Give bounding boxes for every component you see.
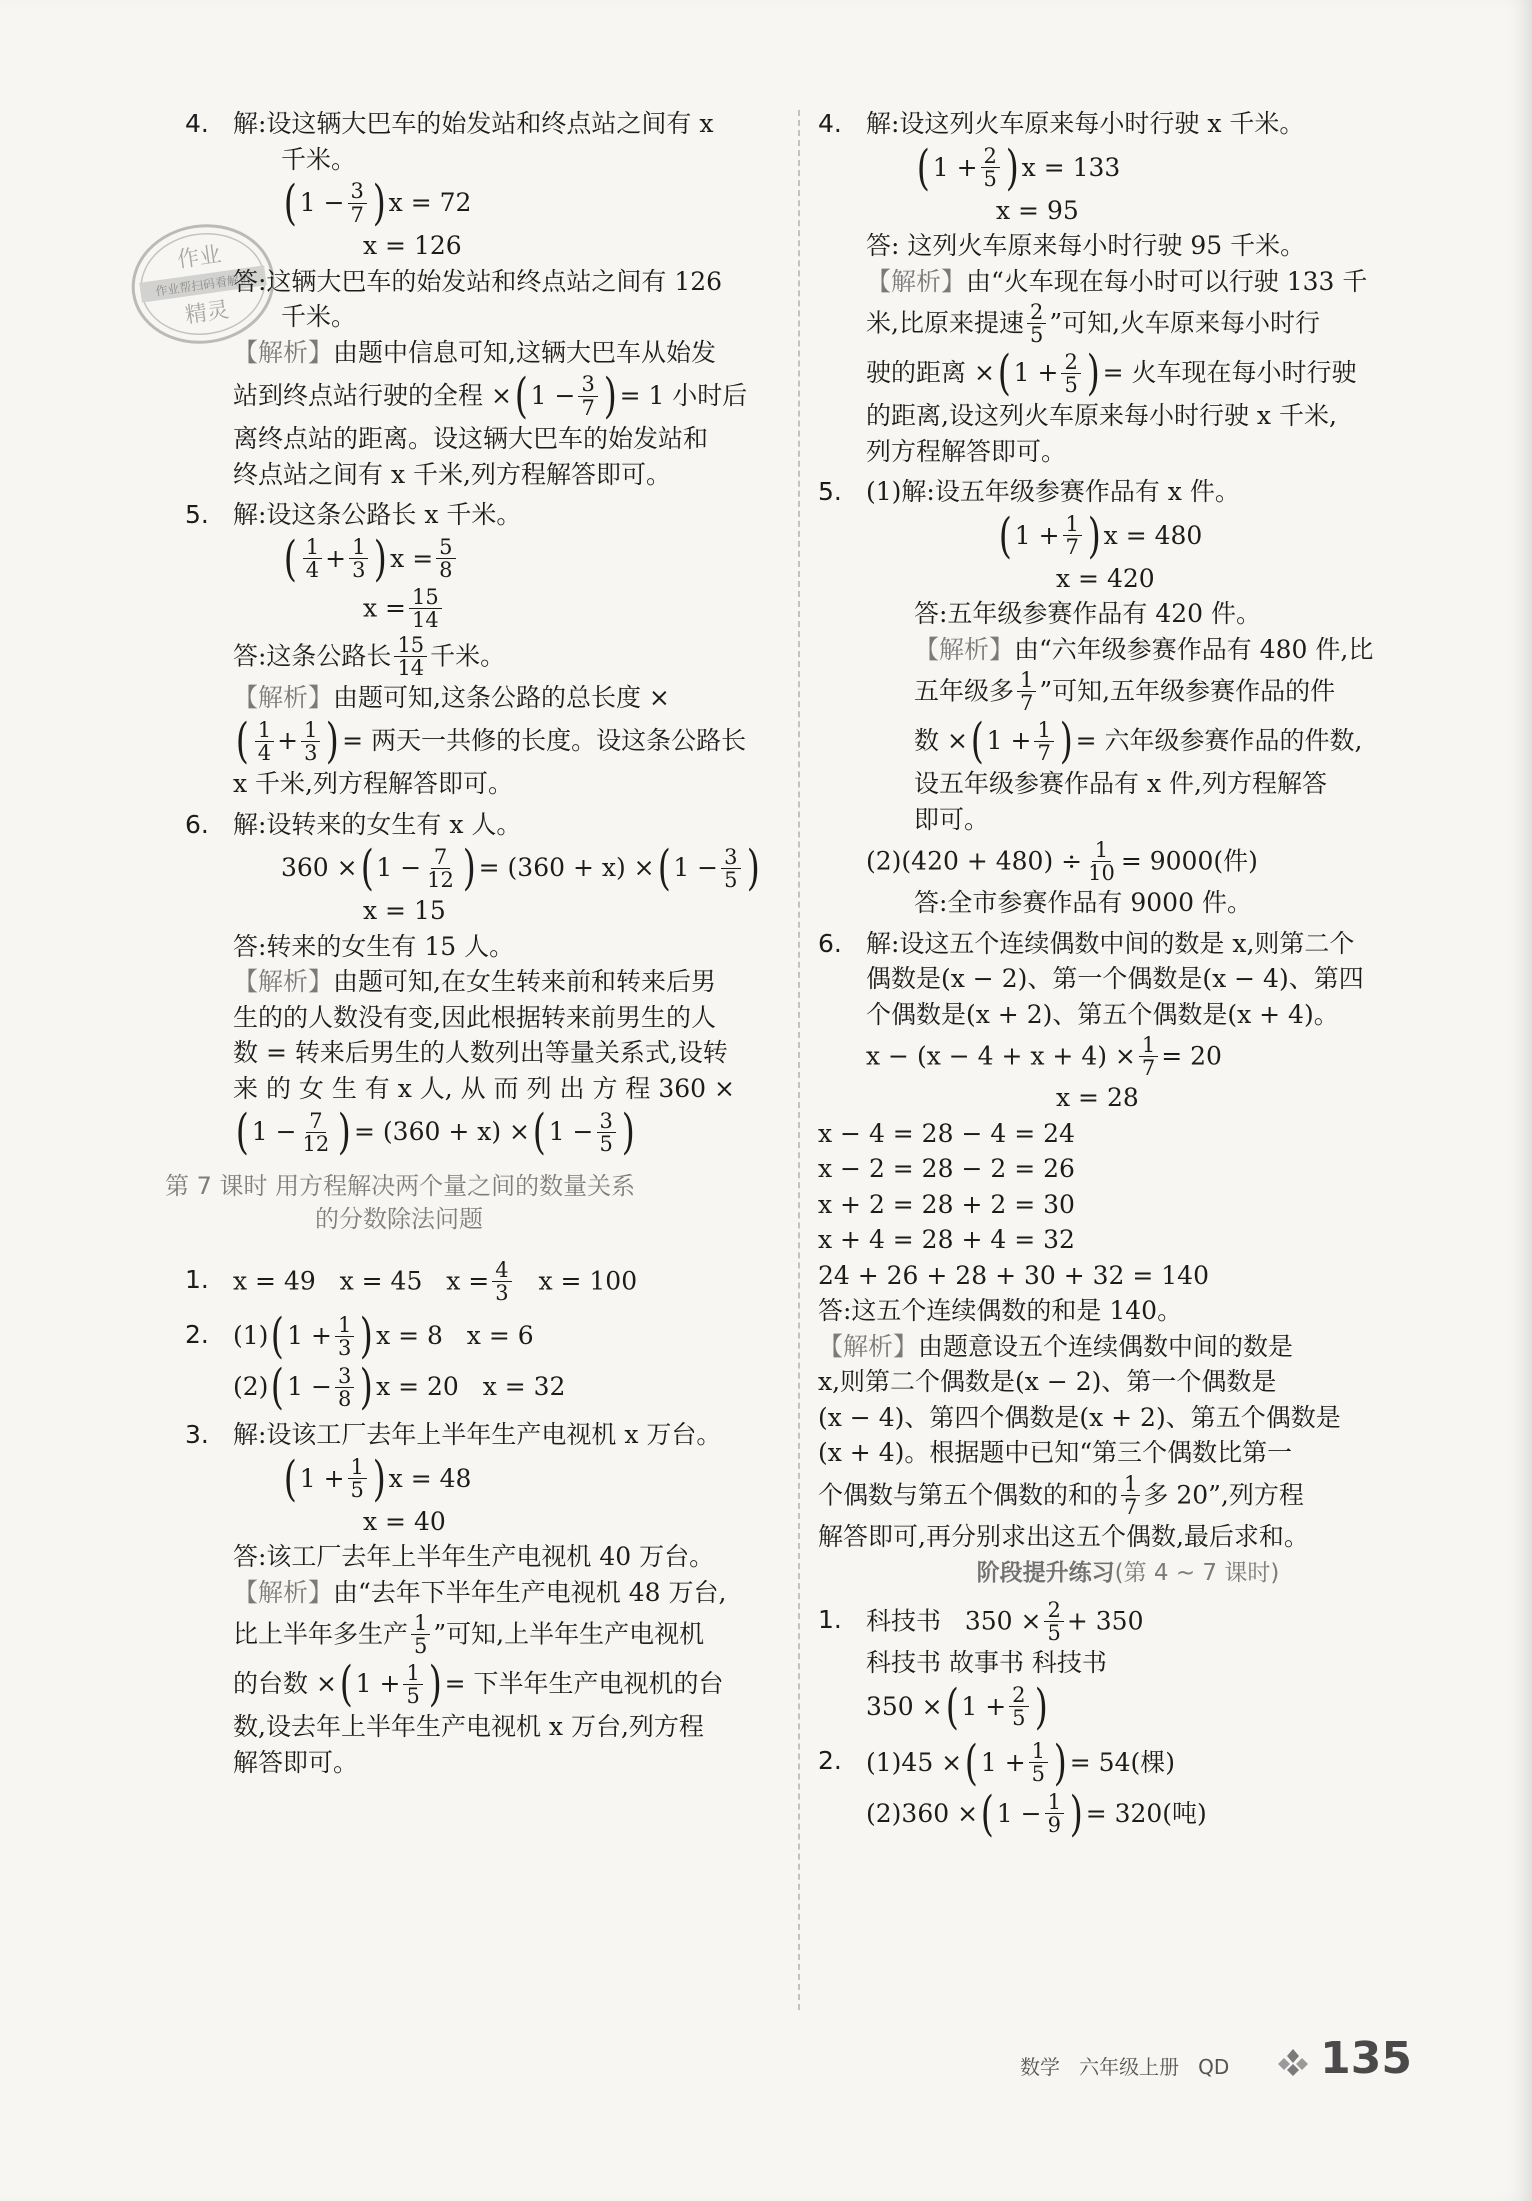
denominator: 14: [397, 655, 425, 680]
page-footer: [1020, 2033, 1440, 2093]
eq-term: 360 ×: [281, 852, 358, 882]
analysis-text: (x − 4)、第四个偶数是(x + 2)、第五个偶数是: [818, 1402, 1341, 1432]
text-line: 解:设这辆大巴车的始发站和终点站之间有 x: [233, 109, 714, 138]
numerator: 3: [721, 846, 740, 869]
numerator: 15: [409, 586, 442, 609]
question-number: 4.: [185, 109, 209, 138]
denominator: 7: [1037, 740, 1051, 765]
eq-term: x = 6: [466, 1320, 534, 1350]
fraction: [1017, 669, 1036, 714]
analysis-text: 由题可知,这条公路的总长度 ×: [333, 682, 670, 712]
footer-grade: 六年级上册: [1079, 2055, 1180, 2079]
equation: [233, 586, 785, 631]
s7-question-3: [185, 1419, 785, 1779]
numerator: 1: [1139, 1034, 1158, 1057]
eq-term: + 350: [1066, 1606, 1144, 1636]
fraction: [349, 536, 368, 581]
fraction: [300, 1110, 333, 1155]
calc-line: 24 + 26 + 28 + 30 + 32 = 140: [818, 1260, 1209, 1290]
analysis-text: 即可。: [914, 804, 990, 834]
fraction: [436, 536, 455, 581]
numerator: 1: [335, 1314, 354, 1337]
analysis-text: 数 = 转来后男生的人数列出等量关系式,设转: [233, 1038, 728, 1068]
denominator: 5: [1064, 372, 1078, 397]
stage-question-2: 2. (1)45 ×( 1 + $\frac{1}{5}$ ) = 54(棵) (2)360 ×( 1 − $\frac{1}{9}$ ) = 320(吨): [818, 1734, 1207, 1842]
answer: 答:这辆大巴车的始发站和终点站之间有 126: [233, 266, 723, 296]
numerator: 7: [431, 846, 450, 869]
fraction: [255, 719, 274, 764]
stage-range: (第 4 ~ 7 课时): [1114, 1560, 1280, 1587]
numerator: 7: [306, 1110, 325, 1133]
analysis-text: [866, 669, 1438, 714]
eq-term: 多 20”,列方程: [1143, 1480, 1304, 1510]
text-line: 解:设该工厂去年上半年生产电视机 x 万台。: [233, 1420, 722, 1450]
eq-term: (2)(420 + 480) ÷: [866, 846, 1083, 876]
question-number: 1.: [818, 1605, 842, 1635]
text-line: 解:设这列火车原来每小时行驶 x 千米。: [866, 109, 1305, 138]
eq-term: = (360 + x) ×: [478, 852, 655, 882]
analysis-text: ( $\frac{1}{4}$ + $\frac{1}{3}$ ) = 两天一共修的长度。设这条公路长: [235, 713, 747, 770]
eq-term: 1 −: [251, 1116, 297, 1146]
fraction: [578, 373, 597, 418]
eq-term: x = 32: [482, 1371, 566, 1401]
fraction: [1029, 1740, 1048, 1785]
fraction: [1139, 1034, 1158, 1079]
question-number: 4.: [818, 109, 842, 138]
analysis-text: x 千米,列方程解答即可。: [233, 769, 513, 799]
numerator: 2: [1027, 301, 1046, 324]
column-divider: [798, 110, 800, 2010]
denominator: 7: [1141, 1056, 1156, 1081]
analysis-text: 列方程解答即可。: [866, 436, 1067, 466]
numerator: 1: [1017, 669, 1036, 692]
equation: ( 1 − $\frac{3}{7}$ ) x = 72: [283, 175, 472, 231]
eq-term: (2): [233, 1371, 269, 1401]
analysis-text: 的距离,设这列火车原来每小时行驶 x 千米,: [866, 401, 1337, 431]
analysis-tag: 【解析】: [233, 1577, 334, 1607]
fraction: [409, 586, 442, 631]
eq-term: ”可知,五年级参赛作品的件: [1039, 676, 1336, 706]
eq-term: x = 48: [388, 1463, 472, 1493]
fraction: [335, 1365, 354, 1410]
eq-term: = 20: [1161, 1041, 1222, 1071]
eq-term: 驶的距离 ×: [866, 357, 995, 387]
eq-term: 站到终点站行驶的全程 ×: [233, 380, 512, 410]
denominator: 7: [1124, 1494, 1138, 1519]
numerator: 2: [981, 145, 1000, 168]
eq-term: = 1 小时后: [619, 380, 748, 410]
stamp-middle-text: 作业帮扫码看解析: [154, 271, 252, 299]
fraction: [1085, 839, 1118, 884]
calc-line: x + 2 = 28 + 2 = 30: [818, 1189, 1075, 1219]
eq-term: x = 8: [376, 1320, 443, 1350]
question-number: 5.: [818, 477, 842, 507]
eq-term: 1 +: [299, 1463, 345, 1493]
left-column: [165, 100, 785, 1782]
denominator: 8: [439, 558, 453, 582]
fraction: [492, 1259, 511, 1304]
question-number: 6.: [185, 809, 209, 839]
answer: 答:转来的女生有 15 人。: [233, 931, 515, 961]
question-number: 2.: [185, 1319, 209, 1349]
eq-term: 1 −: [530, 380, 576, 410]
eq-term: +: [325, 543, 347, 573]
equation: [866, 839, 1438, 884]
denominator: 12: [302, 1131, 330, 1156]
fraction: [1044, 1599, 1063, 1644]
numerator: 1: [348, 1456, 367, 1479]
fraction: [301, 719, 320, 764]
calc-line: x − 4 = 28 − 4 = 24: [818, 1118, 1075, 1148]
equation: ( 1 + $\frac{2}{5}$ ) x = 133: [916, 139, 1121, 196]
fraction: [981, 145, 1000, 190]
denominator: 5: [350, 1478, 364, 1503]
fraction: [1061, 351, 1080, 396]
eq-term: (1): [233, 1320, 269, 1350]
section-heading: [165, 1170, 785, 1235]
right-column: [818, 100, 1438, 1841]
footer-meta: [1020, 2051, 1229, 2080]
eq-term: = (360 + x) ×: [354, 1116, 530, 1146]
analysis-text: 数,设去年上半年生产电视机 x 万台,列方程: [233, 1712, 704, 1742]
fraction: [348, 1456, 367, 1501]
eq-term: = 9000(件): [1120, 846, 1258, 876]
answer: 千米。: [281, 302, 357, 331]
analysis-tag: 【解析】: [233, 682, 334, 712]
answer: 答: 这列火车原来每小时行驶 95 千米。: [866, 231, 1306, 260]
equation: x = 15: [363, 896, 446, 926]
numerator: 2: [1044, 1599, 1063, 1622]
eq-term: x = 133: [1021, 152, 1121, 182]
eq-term: 1 −: [376, 852, 422, 882]
eq-term: = 54(棵): [1069, 1747, 1175, 1777]
fraction: [1034, 719, 1053, 764]
s7-question-2: 2. (1)( 1 + $\frac{1}{3}$ ) x = 8 x = 6 (2)( 1 − $\frac{3}{8}$ ) x = 20 x = 32: [185, 1308, 566, 1416]
text-line: 解:设这五个连续偶数中间的数是 x,则第二个: [866, 928, 1355, 958]
eq-term: 1 +: [986, 725, 1032, 755]
section-title: 第 7 课时 用方程解决两个量之间的数量关系: [165, 1172, 636, 1201]
analysis-tag: 【解析】: [233, 337, 334, 367]
numerator: 1: [255, 719, 274, 742]
eq-term: x = 100: [538, 1266, 638, 1296]
numerator: 1: [349, 536, 368, 559]
numerator: 2: [1009, 1684, 1028, 1707]
left-question-5: [185, 499, 785, 801]
question-number: 1.: [185, 1265, 209, 1295]
fraction: [394, 634, 427, 679]
fraction: [1027, 301, 1046, 346]
eq-term: 千米。: [430, 640, 506, 670]
s7-question-1: [185, 1259, 785, 1304]
eq-term: (2)360 ×: [866, 1798, 979, 1828]
denominator: 3: [352, 558, 366, 582]
eq-term: x =: [390, 543, 434, 573]
numerator: 1: [1034, 719, 1053, 742]
fraction: [411, 1612, 430, 1657]
fraction: [348, 180, 367, 225]
denominator: 5: [1047, 1621, 1061, 1646]
fraction: [1009, 1684, 1028, 1729]
right-question-4: [818, 108, 1438, 468]
answer: [233, 634, 785, 679]
analysis-text: 设五年级参赛作品有 x 件,列方程解答: [914, 769, 1327, 799]
equation: x = 28: [1056, 1083, 1139, 1113]
eq-term: x = 20: [376, 1371, 459, 1401]
denominator: 5: [406, 1683, 420, 1708]
analysis-text: x,则第二个偶数是(x − 2)、第一个偶数是: [818, 1367, 1277, 1397]
answer: 答:该工厂去年上半年生产电视机 40 万台。: [233, 1542, 715, 1572]
eq-term: x = 45: [339, 1266, 423, 1296]
eq-term: ”可知,火车原来每小时行: [1049, 308, 1321, 338]
eq-term: x =: [363, 592, 406, 622]
numerator: 15: [394, 634, 427, 657]
denominator: 10: [1088, 861, 1115, 886]
eq-term: 比上半年多生产: [233, 1619, 409, 1649]
denominator: 5: [1029, 323, 1044, 348]
section-title: 的分数除法问题: [315, 1204, 483, 1233]
calc-line: x − 2 = 28 − 2 = 26: [818, 1154, 1075, 1184]
numerator: 5: [436, 536, 455, 559]
eq-term: 个偶数与第五个偶数的和的: [818, 1480, 1119, 1510]
eq-term: x = 72: [388, 187, 472, 217]
stage-question-1: [818, 1598, 1438, 1735]
denominator: 7: [350, 202, 364, 227]
analysis-tag: 【解析】: [818, 1331, 919, 1361]
eq-term: 1 +: [1013, 357, 1059, 387]
equation: 360 ×( 1 − $\frac{7}{12}$ ) = (360 + x) ×( 1 − $\frac{3}{5}$ ): [281, 840, 760, 897]
analysis-text: 离终点站的距离。设这辆大巴车的始发站和: [233, 424, 709, 453]
eq-term: = 两天一共修的长度。设这条公路长: [342, 725, 747, 755]
eq-term: 1 +: [355, 1668, 401, 1698]
analysis-tag: 【解析】: [233, 967, 334, 997]
analysis-tag: 【解析】: [866, 266, 967, 296]
fraction: [403, 1662, 422, 1707]
fraction: [1063, 513, 1082, 558]
denominator: 3: [304, 740, 318, 765]
right-question-6: [818, 928, 1438, 1115]
equation: x = 40: [363, 1506, 446, 1536]
answer: 答:全市参赛作品有 9000 件。: [914, 888, 1252, 918]
question-number: 5.: [185, 500, 209, 529]
analysis-text: 由题可知,在女生转来前和转来后男: [333, 967, 716, 997]
analysis-text: 由题意设五个连续偶数中间的数是: [918, 1331, 1294, 1361]
denominator: 5: [1031, 1762, 1046, 1787]
analysis-tag: 【解析】: [914, 634, 1015, 664]
text-line: 偶数是(x − 2)、第一个偶数是(x − 4)、第四: [866, 964, 1364, 994]
numerator: 1: [303, 536, 322, 559]
denominator: 9: [1047, 1813, 1061, 1838]
eq-term: 1 −: [299, 187, 345, 217]
eq-term: ”可知,上半年生产电视机: [433, 1619, 705, 1649]
denominator: 3: [337, 1335, 352, 1360]
diamond-ornament-icon: [1278, 2047, 1308, 2077]
numerator: 1: [1063, 513, 1082, 536]
footer-subject: 数学: [1020, 2055, 1060, 2079]
text-line: (1)解:设五年级参赛作品有 x 件。: [866, 477, 1240, 507]
numerator: 1: [411, 1612, 430, 1635]
equation: 350 ×( 1 + $\frac{2}{5}$ ): [866, 1678, 1048, 1735]
equation: ( 1 + $\frac{1}{7}$ ) x = 480: [998, 507, 1203, 564]
question-number: 3.: [185, 1420, 209, 1450]
left-question-6: [185, 809, 785, 1161]
eq-term: 1 −: [548, 1116, 594, 1146]
numerator: 3: [335, 1365, 354, 1388]
eq-term: 答:这条公路长: [233, 640, 392, 670]
numerator: 1: [1045, 1791, 1064, 1814]
eq-term: 米,比原来提速: [866, 308, 1024, 338]
denominator: 14: [412, 607, 439, 632]
denominator: 7: [1020, 691, 1034, 716]
denominator: 4: [257, 740, 272, 765]
analysis-text: [866, 301, 1438, 346]
analysis-text: [233, 1612, 785, 1657]
eq-term: = 火车现在每小时行驶: [1102, 357, 1357, 387]
eq-term: 五年级多: [914, 676, 1015, 706]
denominator: 4: [305, 558, 320, 582]
eq-term: 350 ×: [866, 1691, 943, 1721]
eq-term: (1)45 ×: [866, 1747, 963, 1777]
eq-term: 1 −: [996, 1798, 1042, 1828]
denominator: 8: [337, 1386, 352, 1411]
analysis-text: 驶的距离 ×( 1 + $\frac{2}{5}$ ) = 火车现在每小时行驶: [866, 345, 1357, 402]
equation: x = 95: [996, 195, 1079, 225]
text-line: 解:设转来的女生有 x 人。: [233, 809, 522, 839]
analysis-text: ( 1 − $\frac{7}{12}$ ) = (360 + x) ×( 1 − $\frac{3}{5}$ ): [235, 1104, 635, 1161]
denominator: 12: [427, 867, 454, 892]
analysis-text: 由题中信息可知,这辆大巴车从始发: [333, 337, 716, 367]
footer-edition: QD: [1198, 2055, 1230, 2079]
denominator: 5: [414, 1634, 428, 1659]
denominator: 7: [1065, 535, 1079, 560]
eq-term: 的台数 ×: [233, 1668, 337, 1698]
analysis-text: 由“火车现在每小时可以行驶 133 千: [966, 266, 1368, 296]
eq-term: +: [277, 725, 299, 755]
eq-term: 数 ×: [914, 725, 968, 755]
stage-title: 阶段提升练习: [976, 1560, 1115, 1587]
eq-term: 350 ×: [964, 1606, 1042, 1636]
equation: x = 420: [1056, 563, 1155, 593]
equation: ( 1 + $\frac{1}{5}$ ) x = 48: [283, 1450, 472, 1507]
eq-term: 1 +: [1014, 520, 1060, 550]
page-number: 135: [1320, 2033, 1412, 2084]
fraction: [335, 1314, 354, 1359]
fraction: [1121, 1473, 1140, 1518]
analysis-text: 来 的 女 生 有 x 人, 从 而 列 出 方 程 360 ×: [233, 1073, 735, 1103]
analysis-text: 解答即可,再分别求出这五个偶数,最后求和。: [818, 1521, 1309, 1551]
numerator: 4: [492, 1259, 511, 1282]
denominator: 7: [581, 395, 595, 420]
analysis-text: 解答即可。: [233, 1747, 359, 1777]
stamp-top-text: 作业: [175, 242, 223, 274]
numerator: 3: [597, 1110, 616, 1133]
eq-term: 1 +: [980, 1747, 1026, 1777]
answer: 答:这五个连续偶数的和是 140。: [818, 1296, 1183, 1326]
denominator: 5: [724, 867, 738, 892]
question-number: 6.: [818, 928, 842, 958]
eq-term: x = 480: [1103, 520, 1203, 550]
denominator: 3: [495, 1281, 509, 1306]
analysis-text: 由“去年下半年生产电视机 48 万台,: [333, 1577, 727, 1607]
left-question-4: [185, 108, 785, 491]
eq-term: = 下半年生产电视机的台: [444, 1668, 724, 1698]
analysis-text: 的台数 ×( 1 + $\frac{1}{5}$ ) = 下半年生产电视机的台: [233, 1656, 724, 1713]
fraction: [1045, 1791, 1064, 1836]
eq-term: 1 +: [961, 1691, 1007, 1721]
text-line: 科技书 故事书 科技书: [866, 1648, 1107, 1678]
question-number: 2.: [818, 1746, 842, 1776]
numerator: 3: [578, 373, 597, 396]
eq-term: x − (x − 4 + x + 4) ×: [866, 1041, 1136, 1071]
analysis-text: [818, 1473, 1438, 1518]
numerator: 2: [1061, 351, 1080, 374]
eq-term: 1 −: [287, 1371, 332, 1401]
equation: [866, 1034, 1438, 1079]
answer: 答:五年级参赛作品有 420 件。: [914, 599, 1262, 629]
eq-term: = 320(吨): [1085, 1798, 1207, 1828]
numerator: 3: [348, 180, 367, 203]
analysis-text: 数 ×( 1 + $\frac{1}{7}$ ) = 六年级参赛作品的件数,: [914, 713, 1363, 770]
calc-line: x + 4 = 28 + 4 = 32: [818, 1225, 1075, 1255]
denominator: 5: [1012, 1706, 1026, 1731]
analysis-text: (x + 4)。根据题中已知“第三个偶数比第一: [818, 1438, 1293, 1468]
eq-term: 1 −: [673, 852, 719, 882]
numerator: 1: [1121, 1473, 1140, 1496]
analysis-text: 站到终点站行驶的全程 ×( 1 − $\frac{3}{7}$ ) = 1 小时后: [233, 368, 748, 424]
text-line: 解:设这条公路长 x 千米。: [233, 500, 522, 529]
numerator: 1: [301, 719, 320, 742]
right-question-5: [818, 476, 1438, 920]
numerator: 1: [1092, 839, 1111, 862]
text-line: 千米。: [281, 144, 357, 174]
stage-heading: [818, 1559, 1438, 1589]
eq-term: x = 49: [233, 1266, 316, 1296]
equation: x = 126: [363, 231, 462, 260]
text-line: 个偶数是(x + 2)、第五个偶数是(x + 4)。: [866, 999, 1339, 1029]
fraction: [424, 846, 457, 891]
fraction: [721, 846, 740, 891]
analysis-text: 生的的人数没有变,因此根据转来前男生的人: [233, 1002, 716, 1032]
numerator: 1: [1029, 1740, 1048, 1763]
numerator: 1: [403, 1662, 422, 1685]
equation: ( $\frac{1}{4}$ + $\frac{1}{3}$ ) x = $\frac{5}{8}$: [233, 535, 785, 583]
fraction: [303, 536, 322, 581]
eq-term: 1 +: [287, 1320, 332, 1350]
analysis-text: 由“六年级参赛作品有 480 件,比: [1014, 634, 1374, 664]
fraction: [597, 1110, 616, 1155]
analysis-text: 终点站之间有 x 千米,列方程解答即可。: [233, 459, 671, 489]
eq-term: = 六年级参赛作品的件数,: [1075, 725, 1363, 755]
stamp-bottom-text: 精灵: [183, 297, 231, 329]
denominator: 5: [599, 1131, 613, 1156]
eq-term: 1 +: [932, 152, 978, 182]
denominator: 5: [983, 167, 997, 191]
eq-term: 科技书: [866, 1606, 942, 1636]
right-q6-calcs: [818, 1118, 1438, 1554]
eq-term: x =: [446, 1266, 490, 1296]
